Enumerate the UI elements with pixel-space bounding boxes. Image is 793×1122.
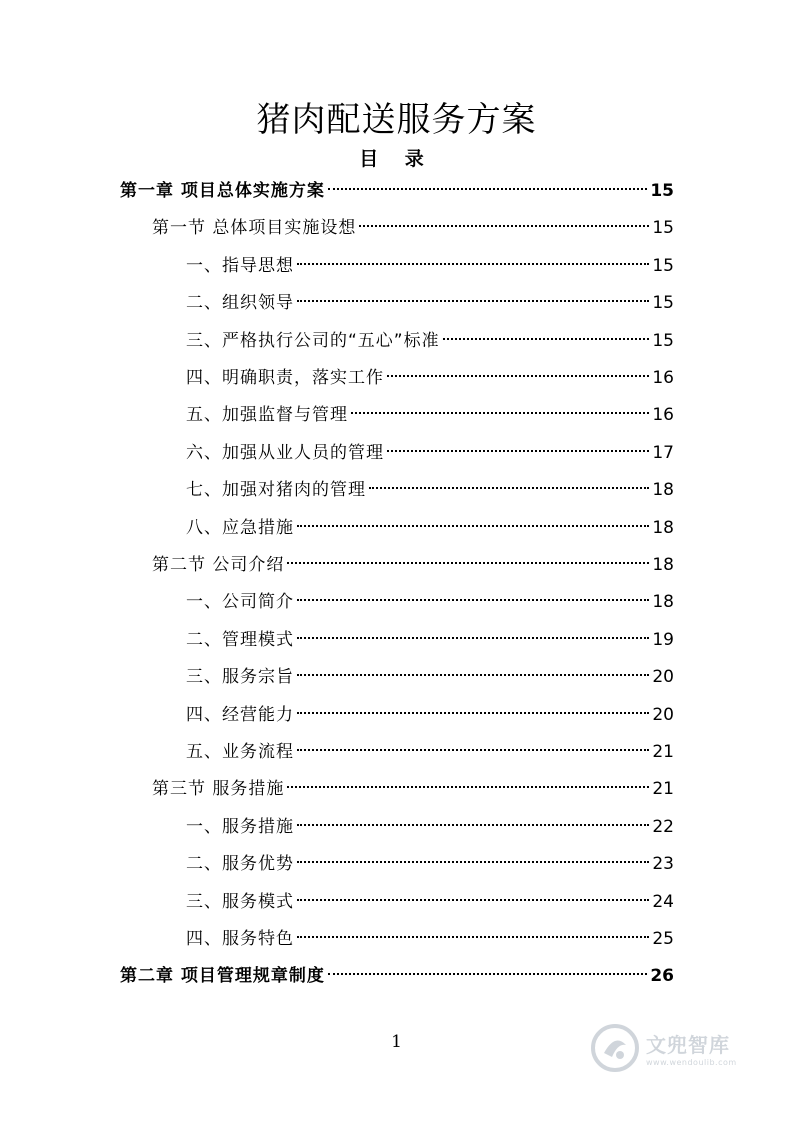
toc-entry[interactable] (186, 737, 674, 767)
toc-entry-page: 15 (652, 255, 674, 276)
toc-entry[interactable] (186, 625, 674, 655)
toc-entry-label: 第一章 项目总体实施方案 (120, 181, 325, 201)
toc-entry-label: 三、服务宗旨 (186, 667, 294, 688)
toc-entry-label: 一、公司简介 (186, 592, 294, 613)
toc-leader-dots (297, 936, 649, 938)
toc-entry-label: 二、服务优势 (186, 854, 294, 875)
watermark-brand: 文兜智库 (646, 1033, 730, 1057)
toc-entry-label: 四、明确职责，落实工作 (186, 368, 384, 388)
toc-entry-label: 第二章 项目管理规章制度 (120, 966, 325, 987)
toc-leader-dots (297, 674, 649, 676)
toc-entry[interactable] (186, 438, 674, 468)
toc-entry-label: 五、业务流程 (186, 742, 294, 762)
toc-entry-label: 七、加强对猪肉的管理 (186, 480, 366, 501)
toc-leader-dots (359, 225, 649, 227)
toc-entry-label: 八、应急措施 (186, 517, 294, 538)
toc-entry[interactable] (186, 700, 674, 730)
toc-entry-page: 18 (652, 555, 674, 575)
toc-leader-dots (297, 637, 649, 639)
toc-entry-page: 20 (652, 667, 674, 688)
toc-leader-dots (387, 450, 649, 452)
toc-entry-page: 24 (652, 891, 674, 912)
toc-leader-dots (369, 487, 649, 489)
toc-entry[interactable] (186, 475, 674, 505)
toc-entry-label: 三、严格执行公司的“五心”标准 (186, 330, 440, 351)
toc-entry-page: 15 (650, 181, 674, 201)
toc-entry[interactable] (186, 326, 674, 356)
toc-leader-dots (297, 749, 649, 751)
toc-entry-page: 21 (652, 742, 674, 762)
toc-entry-page: 16 (652, 405, 674, 426)
watermark-url: www.wendoulib.com (646, 1058, 737, 1067)
toc-leader-dots (328, 188, 647, 190)
toc-entry[interactable] (186, 288, 674, 318)
toc-entry-page: 16 (652, 368, 674, 388)
toc-leader-dots (287, 562, 649, 564)
toc-leader-dots (387, 375, 649, 377)
toc-entry-label: 二、管理模式 (186, 629, 294, 650)
toc-entry-label: 五、加强监督与管理 (186, 405, 348, 426)
toc-entry-label: 第三节 服务措施 (152, 779, 285, 800)
toc-entry-page: 15 (652, 293, 674, 314)
toc-entry[interactable] (186, 924, 674, 954)
toc-entry[interactable] (186, 812, 674, 842)
toc-entry-label: 第一节 总体项目实施设想 (152, 218, 357, 239)
toc-entry-page: 15 (652, 218, 674, 239)
toc-entry-page: 18 (652, 480, 674, 501)
toc-leader-dots (297, 263, 649, 265)
toc-leader-dots (297, 525, 649, 527)
toc-entry[interactable] (186, 513, 674, 543)
toc-entry-page: 22 (652, 816, 674, 837)
toc-entry[interactable] (186, 849, 674, 879)
toc-leader-dots (297, 712, 649, 714)
toc-entry-label: 一、服务措施 (186, 816, 294, 837)
toc-entry[interactable] (152, 774, 674, 804)
toc-entry-label: 四、服务特色 (186, 929, 294, 949)
toc-leader-dots (443, 338, 650, 340)
toc-entry-page: 17 (652, 442, 674, 463)
toc-entry-label: 四、经营能力 (186, 704, 294, 725)
toc-entry-label: 三、服务模式 (186, 891, 294, 912)
toc-entry-page: 15 (652, 330, 674, 351)
toc-entry[interactable] (186, 363, 674, 393)
toc-entry-label: 一、指导思想 (186, 255, 294, 276)
toc-entry-page: 18 (652, 592, 674, 613)
toc-entry[interactable] (120, 176, 674, 206)
toc-leader-dots (297, 300, 649, 302)
toc-entry[interactable] (186, 887, 674, 917)
toc-leader-dots (351, 412, 649, 414)
toc-entry[interactable] (152, 213, 674, 243)
toc-entry-label: 二、组织领导 (186, 293, 294, 314)
toc-leader-dots (328, 973, 647, 975)
toc-entry-page: 18 (652, 517, 674, 538)
toc-entry[interactable] (120, 961, 674, 991)
toc-leader-dots (297, 861, 649, 863)
page-number: 1 (391, 1032, 402, 1052)
toc-leader-dots (297, 824, 649, 826)
toc-entry-page: 23 (652, 854, 674, 875)
toc-entry[interactable] (152, 550, 674, 580)
toc-leader-dots (297, 899, 649, 901)
watermark (590, 1020, 760, 1076)
wendou-logo-icon (590, 1023, 640, 1073)
toc-entry-page: 21 (652, 779, 674, 800)
toc-leader-dots (287, 786, 649, 788)
toc-entry-label: 第二节 公司介绍 (152, 555, 285, 575)
toc-entry-label: 六、加强从业人员的管理 (186, 442, 384, 463)
toc-leader-dots (297, 599, 649, 601)
toc-entry[interactable] (186, 587, 674, 617)
toc-entry[interactable] (186, 251, 674, 281)
toc-entry-page: 19 (652, 629, 674, 650)
toc-entry[interactable] (186, 400, 674, 430)
toc-entry[interactable] (186, 662, 674, 692)
document-title: 猪肉配送服务方案 (256, 100, 537, 140)
toc-entry-page: 25 (652, 929, 674, 949)
toc-entry-page: 20 (652, 704, 674, 725)
toc-entry-page: 26 (650, 966, 674, 987)
toc-heading: 目 录 (359, 148, 434, 170)
